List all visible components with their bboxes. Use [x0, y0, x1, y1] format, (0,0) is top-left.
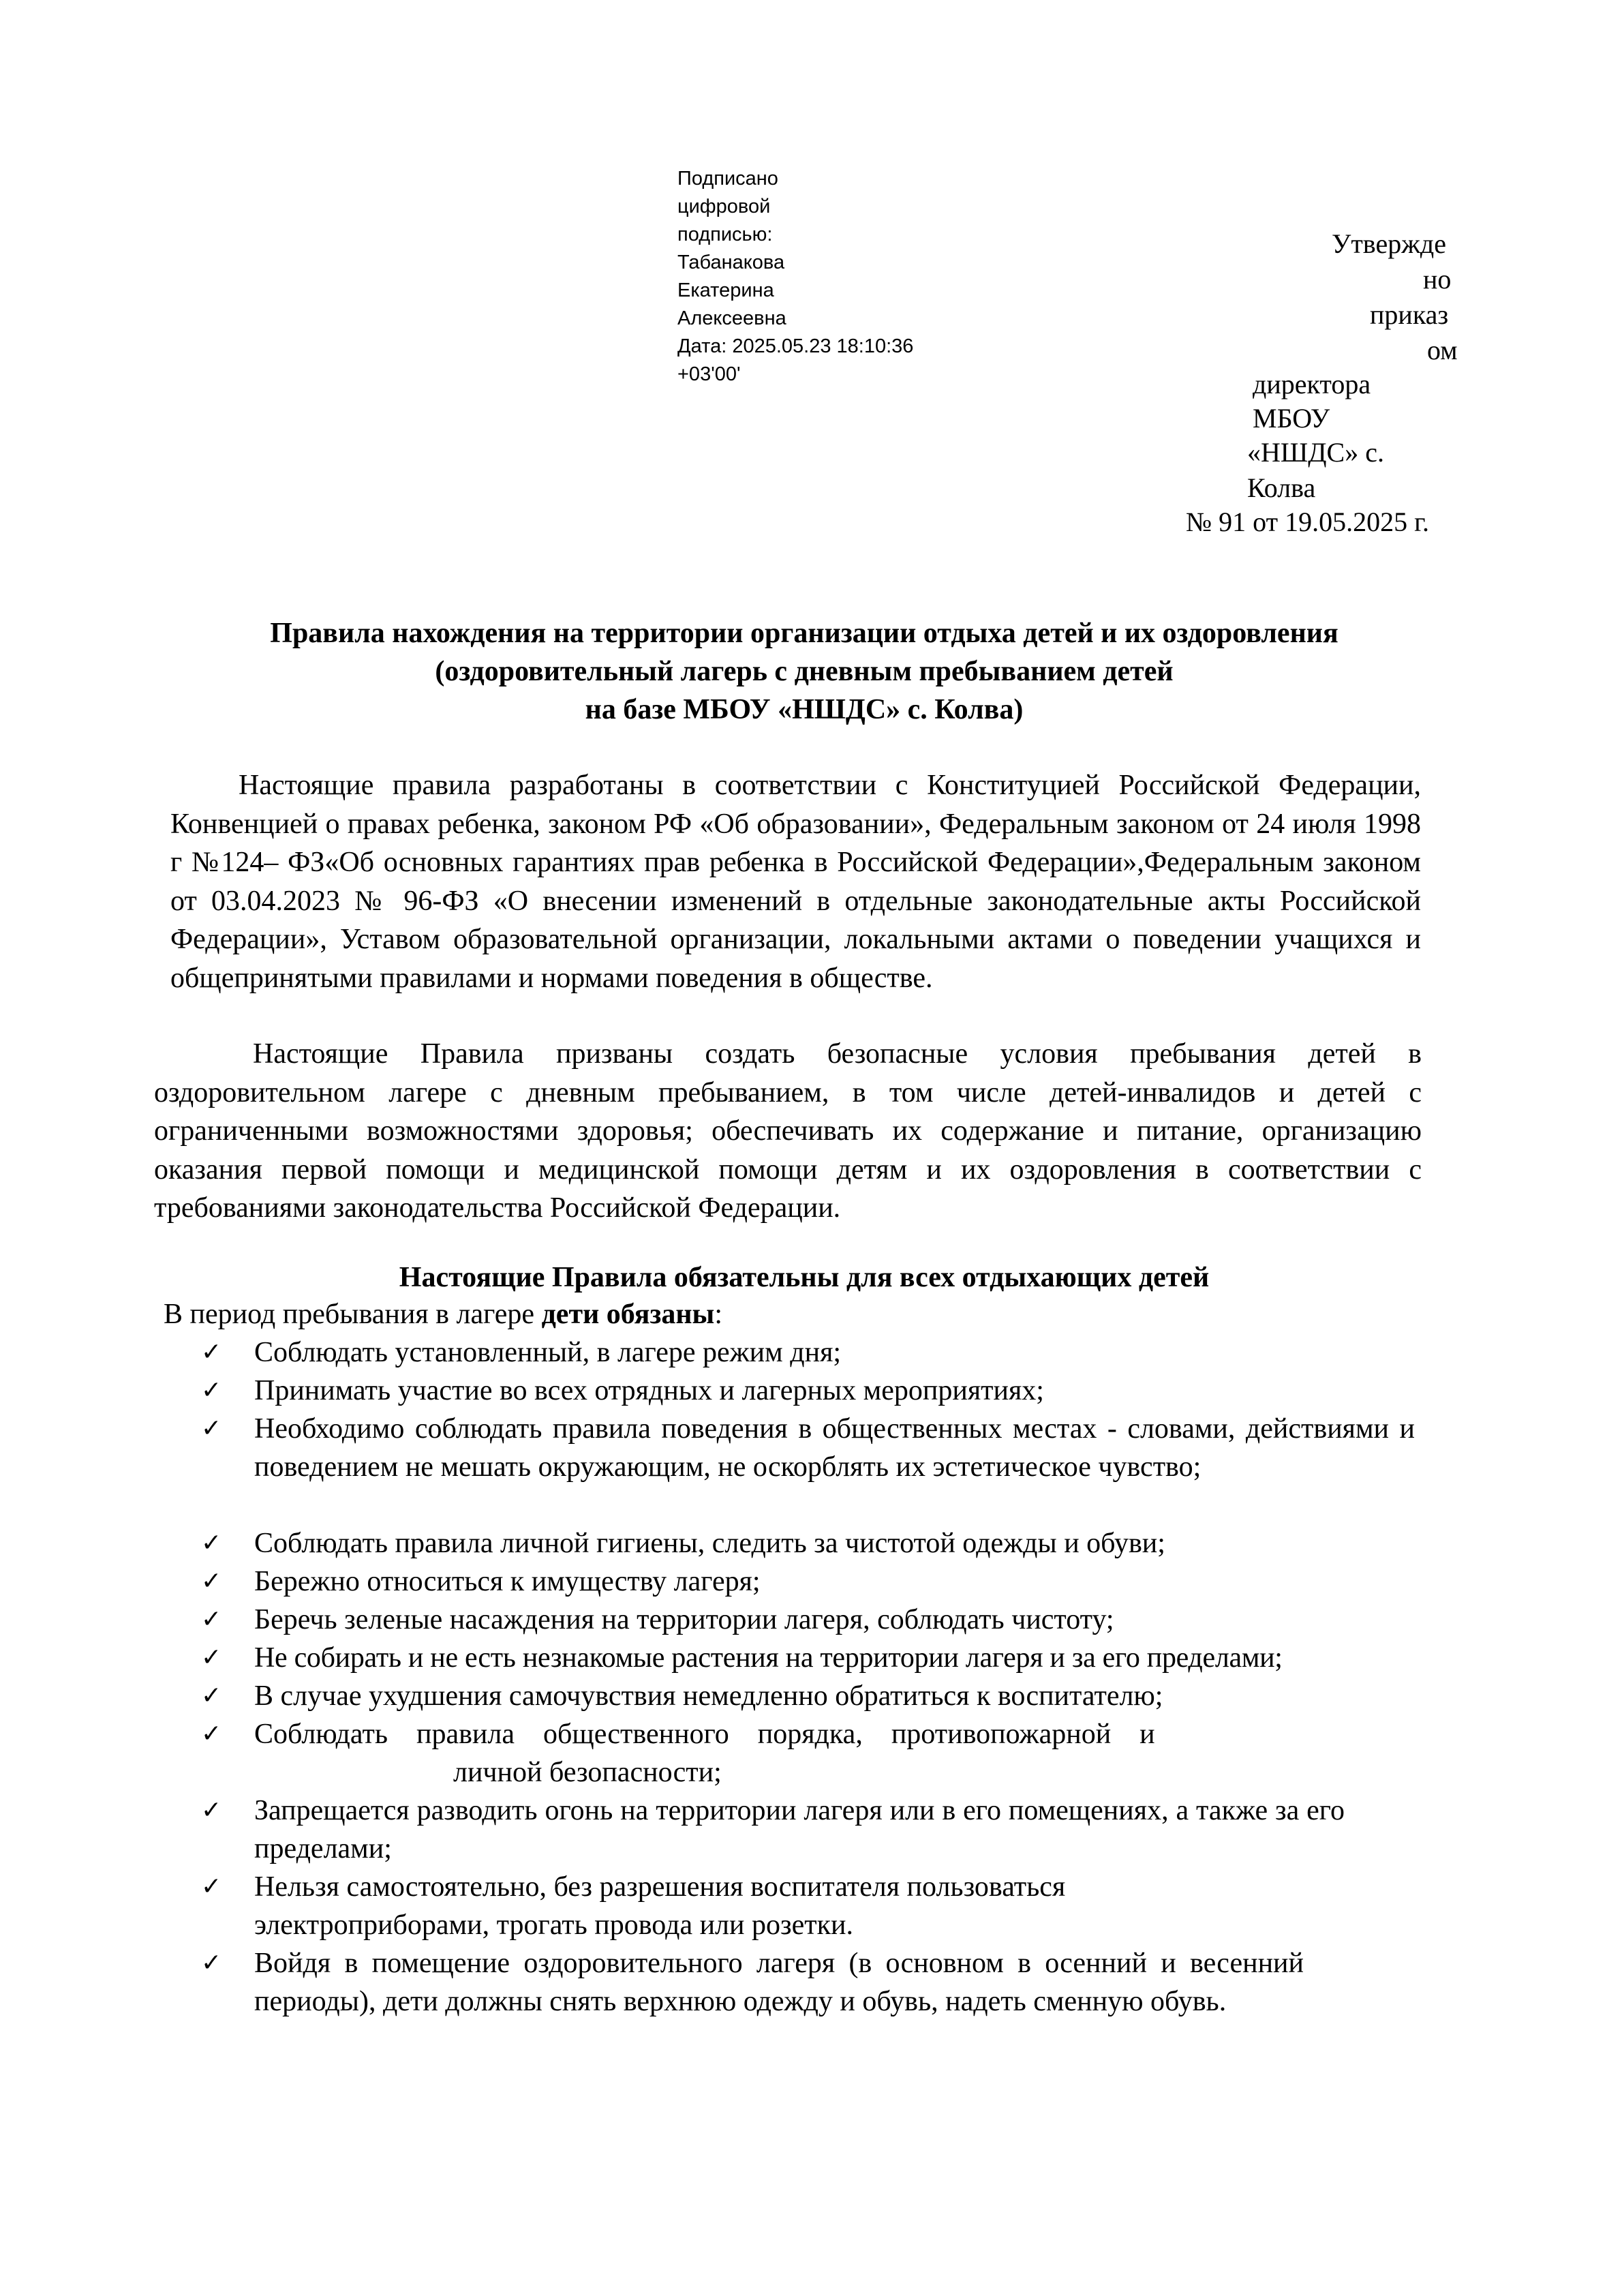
list-item-text: Соблюдать правила личной гигиены, следить за чистотой одежды и обуви;: [254, 1528, 1165, 1559]
check-mark-icon: ✓: [201, 1376, 222, 1404]
signature-line: Алексеевна: [677, 307, 786, 329]
document-title-line-1: Правила нахождения на территории организации отдыха детей и их оздоровления: [270, 618, 1338, 649]
check-mark-icon: ✓: [201, 1796, 222, 1824]
paragraph-legal-basis: Настоящие правила разработаны в соответствии с Конституцией Российской Федерации, Конвенцией о правах ребенка, законом РФ «Об образовании», Федеральным законом от 24 июля 1998 г №124– ФЗ«Об основных гарантиях прав ребенка в Российской Федерации»,Федеральным законом от 03.04.2023 № 96-ФЗ «О внесении изменений в отдельные законодательные акты Российской Федерации», Уставом образовательной организации, локальными актами о поведении учащихся и общепринятыми правилами и нормами поведения в обществе.: [170, 770, 1421, 994]
list-item-text: В случае ухудшения самочувствия немедленно обратиться к воспитателю;: [254, 1680, 1163, 1712]
check-mark-icon: ✓: [201, 1605, 222, 1633]
list-item-text: Нельзя самостоятельно, без разрешения воспитателя пользоваться электроприборами, трогать провода или розетки.: [254, 1871, 1066, 1941]
approval-line: но: [1423, 264, 1452, 294]
intro-suffix: :: [714, 1299, 722, 1330]
check-mark-icon: ✓: [201, 1682, 222, 1710]
list-item-text: Не собирать и не есть незнакомые растения на территории лагеря и за его пределами;: [254, 1642, 1283, 1674]
approval-line: «НШДС» с.: [1247, 437, 1384, 468]
approval-line: ом: [1427, 335, 1458, 365]
check-mark-icon: ✓: [201, 1644, 222, 1672]
check-mark-icon: ✓: [201, 1415, 222, 1442]
signature-date: Дата: 2025.05.23 18:10:36: [677, 335, 914, 357]
approval-line: приказ: [1370, 299, 1449, 330]
approval-line: Колва: [1247, 472, 1316, 503]
approval-line: МБОУ: [1253, 403, 1330, 434]
approval-line: Утвержде: [1332, 228, 1446, 259]
paragraph-purpose: Настоящие Правила призваны создать безопасные условия пребывания детей в оздоровительном лагере с дневным пребыванием, в том числе детей-инвалидов и детей с ограниченными возможностями здоровья; обеспечивать их содержание и питание, организацию оказания первой помощи и медицинской помощи детям и их оздоровления в соответствии с требованиями законодательства Российской Федерации.: [154, 1038, 1422, 1224]
obligations-intro: [164, 1295, 722, 1333]
list-item-text: Войдя в помещение оздоровительного лагеря (в основном в осенний и весенний периоды), дети должны снять верхнюю одежду и обувь, надеть сменную обувь.: [254, 1948, 1304, 2017]
signature-line: Табанакова: [677, 252, 785, 273]
signature-line: подписью:: [677, 224, 773, 245]
section-heading: Настоящие Правила обязательны для всех отдыхающих детей: [399, 1262, 1210, 1293]
list-item-text: Принимать участие во всех отрядных и лагерных мероприятиях;: [254, 1375, 1044, 1406]
intro-prefix: В период пребывания в лагере: [164, 1299, 542, 1330]
list-item-text: Соблюдать установленный, в лагере режим дня;: [254, 1337, 842, 1368]
document-title-line-3: на базе МБОУ «НШДС» с. Колва): [585, 694, 1024, 725]
list-item-text: Беречь зеленые насаждения на территории лагеря, соблюдать чистоту;: [254, 1604, 1114, 1635]
check-mark-icon: ✓: [201, 1338, 222, 1366]
signature-line: цифровой: [677, 196, 771, 217]
list-item-text: Запрещается разводить огонь на территории лагеря или в его помещениях, а также за его пределами;: [254, 1795, 1345, 1864]
digital-signature-stamp: [677, 165, 964, 389]
approval-line: директора: [1253, 369, 1371, 399]
check-mark-icon: ✓: [201, 1567, 222, 1595]
intro-bold: дети обязаны: [541, 1299, 715, 1330]
check-mark-icon: ✓: [201, 1720, 222, 1748]
list-item-text: Необходимо соблюдать правила поведения в общественных местах - словами, действиями и поведением не мешать окружающим, не оскорблять их эстетическое чувство;: [254, 1413, 1415, 1483]
document-title-line-2: (оздоровительный лагерь с дневным пребыванием детей: [435, 656, 1174, 687]
check-mark-icon: ✓: [201, 1873, 222, 1901]
check-mark-icon: ✓: [201, 1949, 222, 1977]
signature-timezone: +03'00': [677, 363, 741, 385]
signature-line: Подписано: [677, 168, 778, 190]
list-item-text-continuation: личной безопасности;: [453, 1757, 722, 1788]
check-mark-icon: ✓: [201, 1529, 222, 1557]
list-item-text: Бережно относиться к имуществу лагеря;: [254, 1566, 761, 1597]
signature-line: Екатерина: [677, 280, 774, 301]
list-item-text: Соблюдать правила общественного порядка, противопожарной и: [254, 1719, 1155, 1750]
approval-order-number: № 91 от 19.05.2025 г.: [1186, 507, 1430, 537]
